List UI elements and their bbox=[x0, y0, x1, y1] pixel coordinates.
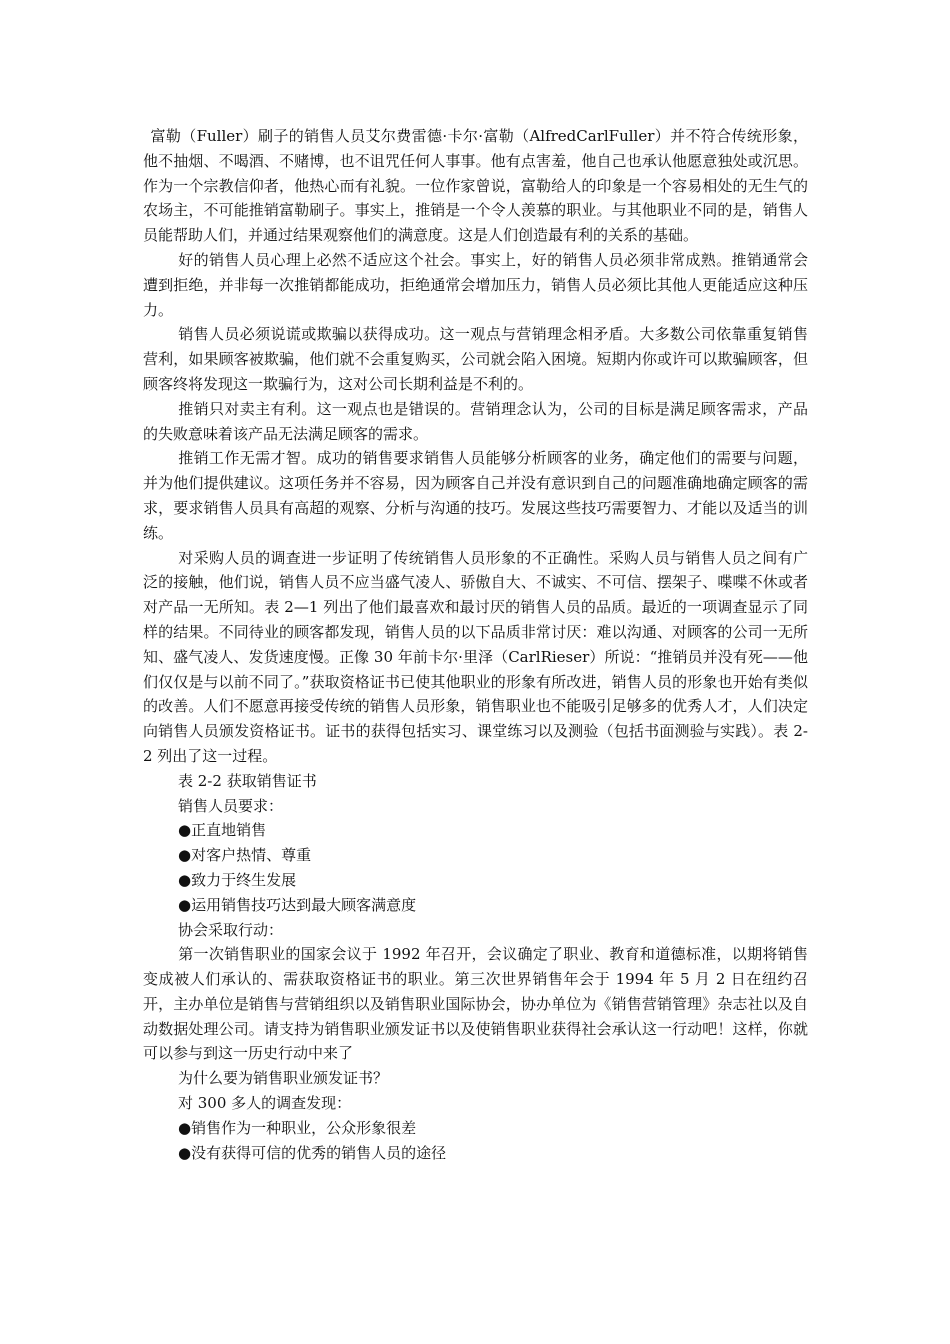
survey-heading: 对 300 多人的调查发现： bbox=[178, 1094, 352, 1113]
paragraph-buyer-survey: 对采购人员的调查进一步证明了传统销售人员形象的不正确性。采购人员与销售人员之间有广泛的接触，他们说，销售人员不应当盛气凌人、骄傲自大、不诚实、不可信、摆架子、喋喋不休或者对产品一无所知。表 2—1 列出了他们最喜欢和最讨厌的销售人员的品质。最近的一项调查显示了同样的结果。不同待业的顾客都发现，销售人员的以下品质非常讨厌：难以沟通、对顾客的公司一无所知、盛气凌人、发货速度慢。正像 30 年前卡尔·里泽（CarlRieser）所说：“推销员并没有死——他们仅仅是与以前不同了。”获取资格证书已使其他职业的形象有所改进，销售人员的形象也开始有类似的改善。人们不愿意再接受传统的销售人员形象，销售职业也不能吸引足够多的优秀人才，人们决定向销售人员颁发资格证书。证书的获得包括实习、课堂练习以及测验（包括书面测验与实践）。表 2-2 列出了这一过程。 bbox=[143, 548, 808, 765]
finding-item: ●没有获得可信的优秀的销售人员的途径 bbox=[178, 1143, 447, 1162]
why-heading: 为什么要为销售职业颁发证书？ bbox=[178, 1069, 389, 1088]
paragraph-intelligence-myth: 推销工作无需才智。成功的销售要求销售人员能够分析顾客的业务，确定他们的需要与问题，并为他们提供建议。这项任务并不容易，因为顾客自己并没有意识到自己的问题准确地确定顾客的需求，要求销售人员具有高超的观察、分析与沟通的技巧。发展这些技巧需要智力、才能以及适当的训练。 bbox=[143, 449, 808, 542]
requirement-item: ●致力于终生发展 bbox=[178, 870, 297, 889]
document-page bbox=[143, 124, 808, 1165]
requirement-item: ●对客户热情、尊重 bbox=[178, 846, 312, 865]
paragraph-association-action: 第一次销售职业的国家会议于 1992 年召开，会议确定了职业、教育和道德标准，以期将销售变成被人们承认的、需获取资格证书的职业。第三次世界销售年会于 1994 年 5 月 2 日在纽约召开，主办单位是销售与营销组织以及销售职业国际协会，协办单位为《销售营销管理》杂志社以及自动数据处理公司。请支持为销售职业颁发证书以及使销售职业获得社会承认这一行动吧！这样，你就可以参与到这一历史行动中来了 bbox=[143, 945, 808, 1063]
paragraph-fuller-intro: 富勒（Fuller）刷子的销售人员艾尔费雷德·卡尔·富勒（AlfredCarlFuller）并不符合传统形象，他不抽烟、不喝酒、不赌博，也不诅咒任何人事事。他有点害羞，他自己也承认他愿意独处或沉思。作为一个宗教信仰者，他热心而有礼貌。一位作家曾说，富勒给人的印象是一个容易相处的无生气的农场主，不可能推销富勒刷子。事实上，推销是一个令人羡慕的职业。与其他职业不同的是，销售人员能帮助人们，并通过结果观察他们的满意度。这是人们创造最有利的关系的基础。 bbox=[143, 127, 808, 245]
requirement-item: ●正直地销售 bbox=[178, 821, 267, 840]
finding-item: ●销售作为一种职业，公众形象很差 bbox=[178, 1118, 417, 1137]
table-title: 表 2-2 获取销售证书 bbox=[178, 771, 317, 790]
paragraph-mature-salespeople: 好的销售人员心理上必然不适应这个社会。事实上，好的销售人员必须非常成熟。推销通常会遭到拒绝，并非每一次推销都能成功，拒绝通常会增加压力，销售人员必须比其他人更能适应这种压力。 bbox=[143, 250, 808, 319]
action-heading: 协会采取行动： bbox=[178, 920, 284, 939]
requirement-item: ●运用销售技巧达到最大顾客满意度 bbox=[178, 895, 417, 914]
paragraph-lying-myth: 销售人员必须说谎或欺骗以获得成功。这一观点与营销理念相矛盾。大多数公司依靠重复销售营利，如果顾客被欺骗，他们就不会重复购买，公司就会陷入困境。短期内你或许可以欺骗顾客，但顾客终将发现这一欺骗行为，这对公司长期利益是不利的。 bbox=[143, 325, 808, 393]
requirements-heading: 销售人员要求： bbox=[178, 796, 284, 815]
paragraph-seller-benefit-myth: 推销只对卖主有利。这一观点也是错误的。营销理念认为，公司的目标是满足顾客需求，产品的失败意味着该产品无法满足顾客的需求。 bbox=[143, 399, 808, 443]
